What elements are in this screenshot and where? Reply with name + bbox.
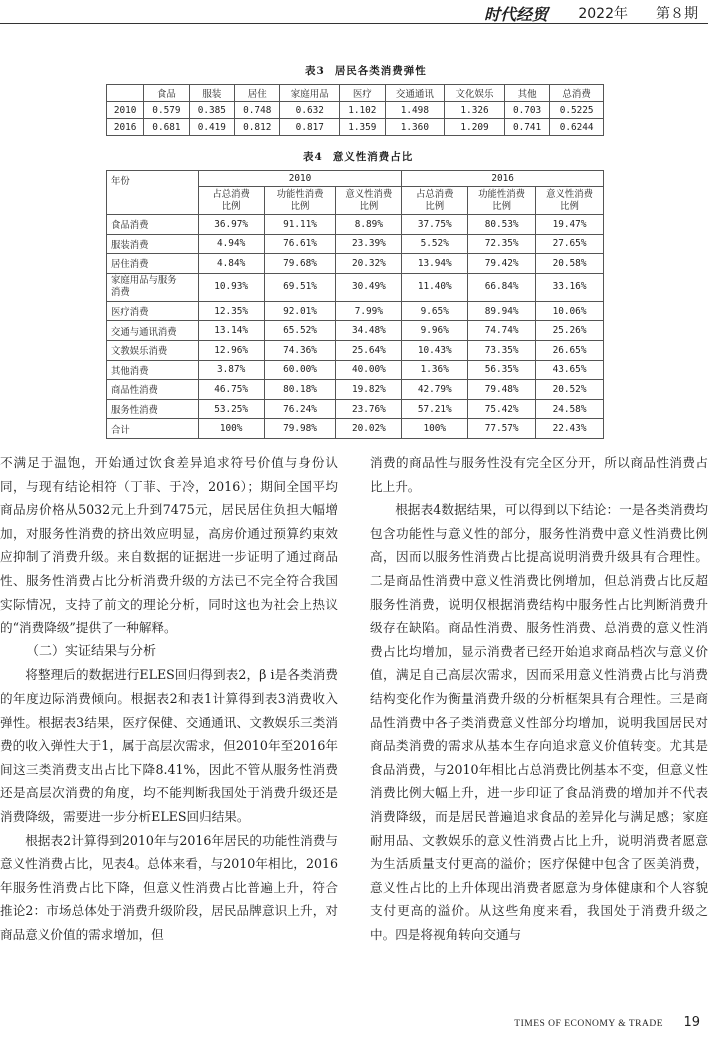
table4-row-label (107, 399, 199, 419)
table4-cell: 19.47% (536, 215, 604, 235)
table4-row-label (107, 380, 199, 400)
table3-cell: 0.632 (280, 102, 340, 119)
table4-cell: 26.65% (536, 340, 604, 360)
table4-row (107, 340, 604, 360)
table3-row-year: 2016 (107, 119, 144, 136)
table4-cell: 46.75% (198, 380, 264, 400)
table4-cell: 22.43% (536, 419, 604, 439)
table3-cell: 0.5225 (550, 102, 604, 119)
table4-cell: 79.68% (264, 254, 336, 274)
table3-header-cell: 服装 (189, 85, 234, 102)
table4-row (107, 215, 604, 235)
table4-cell: 79.48% (468, 380, 536, 400)
table4-row-label-line: 其他消费 (111, 365, 149, 377)
table4-cell: 79.98% (264, 419, 336, 439)
table4-cell: 33.16% (536, 273, 604, 301)
table3-cell: 0.419 (189, 119, 234, 136)
table3-cell: 1.359 (340, 119, 385, 136)
table4-title: 意义性消费占比 (332, 151, 414, 163)
table4-cell: 10.93% (198, 273, 264, 301)
table4-cell: 56.35% (468, 360, 536, 380)
table4-row-label (107, 254, 199, 274)
table4-row (107, 301, 604, 321)
table4-row-label-line: 文教娱乐消费 (111, 346, 168, 358)
table3-number: 表3 (305, 65, 325, 77)
body-paragraph: 根据表4数据结果，可以得到以下结论：一是各类消费均包含功能性与意义性的部分，服务性消费中意义性消费比例高，因而以服务性消费占比提高说明消费升级具有合理性。二是商品性消费中意义性消费比例增加，但总消费占比反超服务性消费，说明仅根据消费结构中服务性占比判断消费升级存在缺陷。商品性消费、服务性消费、总消费的意义性消费占比均增加，显示消费者已经开始追求商品档次与意义价值，满足自己高层次需求，因而采用意义性消费占比与消费结构变化作为衡量消费升级的分析框架具有合理性。三是商品性消费中各子类消费意义性部分均增加，说明我国居民对商品类消费的需求从基本生存向追求意义价值转变。尤其是食品消费，与2010年相比占总消费比例基本不变，但意义性消费比例大幅上升，进一步印证了食品消费的增加并不代表消费降级，而是居民普遍追求食品的差异化与满足感；家庭耐用品、文教娱乐的意义性消费占比上升，说明消费者愿意为生活质量支付更高的溢价；医疗保健中包含了医美消费，意义性占比的上升体现出消费者愿意为身体健康和个人容貌支付更高的溢价。从这些角度来看，我国处于消费升级之中。四是将视角转向交通与 (370, 502, 708, 942)
table3-header-cell (107, 85, 144, 102)
table4-subheader-cell (198, 187, 264, 215)
table3-cell: 1.360 (385, 119, 445, 136)
table4-cell: 9.96% (402, 321, 468, 341)
table4-cell: 42.79% (402, 380, 468, 400)
table4-row-label-line: 消费 (111, 287, 130, 299)
page-footer (0, 1009, 708, 1043)
table4-cell: 73.35% (468, 340, 536, 360)
table3-row-year: 2010 (107, 102, 144, 119)
table4-row-label (107, 360, 199, 380)
table3-header-cell: 居住 (235, 85, 280, 102)
table3-cell: 0.817 (280, 119, 340, 136)
table4-row-label (107, 234, 199, 254)
table4-year-row (107, 171, 604, 187)
table4-subheader-line: 占总消费 (212, 188, 250, 200)
table4-subheader-cell (336, 187, 402, 215)
table4-row (107, 360, 604, 380)
table4-cell: 69.51% (264, 273, 336, 301)
table4-cell: 79.42% (468, 254, 536, 274)
table3-cell: 1.102 (340, 102, 385, 119)
table4-cell: 76.61% (264, 234, 336, 254)
table4-year-2016: 2016 (402, 171, 604, 187)
table4-cell: 100% (402, 419, 468, 439)
table3-header-cell: 家庭用品 (280, 85, 340, 102)
table4-subheader-line: 比例 (359, 200, 379, 212)
table4-cell: 1.36% (402, 360, 468, 380)
table4-cell: 43.65% (536, 360, 604, 380)
table4-row-label-line: 交通与通讯消费 (111, 326, 177, 338)
table4-subheader-line: 比例 (221, 200, 241, 212)
table3-cell: 1.209 (445, 119, 505, 136)
table4-cell: 25.26% (536, 321, 604, 341)
table4-row-label-line: 合计 (111, 424, 130, 436)
table4-row-label (107, 301, 199, 321)
table4-subheader-line: 比例 (290, 200, 310, 212)
table3-cell: 0.741 (504, 119, 549, 136)
table4-cell: 10.43% (402, 340, 468, 360)
table4-cell: 60.00% (264, 360, 336, 380)
table4-cell: 74.74% (468, 321, 536, 341)
table4-row-label (107, 321, 199, 341)
table4-row-label-line: 食品消费 (111, 220, 149, 232)
table4-cell: 92.01% (264, 301, 336, 321)
table4-cell: 57.21% (402, 399, 468, 419)
table4-subheader-line: 功能性消费 (276, 188, 324, 200)
table3-cell: 1.326 (445, 102, 505, 119)
table4-row (107, 380, 604, 400)
table4-cell: 24.58% (536, 399, 604, 419)
table4-cell: 9.65% (402, 301, 468, 321)
table3-header-cell: 其他 (504, 85, 549, 102)
table4-cell: 5.52% (402, 234, 468, 254)
table3-header-cell: 食品 (144, 85, 189, 102)
table4-row-label-line: 服装消费 (111, 239, 149, 251)
table3 (106, 84, 604, 136)
table4-subheader-line: 意义性消费 (345, 188, 393, 200)
table4-cell: 23.76% (336, 399, 402, 419)
table4-row-label-line: 家庭用品与服务 (111, 275, 177, 287)
table4-cell: 30.49% (336, 273, 402, 301)
table3-cell: 0.703 (504, 102, 549, 119)
journal-year: 2022年 (578, 6, 628, 22)
table4-cell: 13.14% (198, 321, 264, 341)
table4-cell: 20.02% (336, 419, 402, 439)
table4-cell: 10.06% (536, 301, 604, 321)
table4-cell: 75.42% (468, 399, 536, 419)
page-number: 19 (683, 1015, 700, 1030)
table4-row (107, 321, 604, 341)
table4-cell: 4.94% (198, 234, 264, 254)
table4-subheader-line: 功能性消费 (478, 188, 526, 200)
table4-cell: 23.39% (336, 234, 402, 254)
table4-subheader-cell (402, 187, 468, 215)
table4-cell: 37.75% (402, 215, 468, 235)
body-paragraph: 不满足于温饱，开始通过饮食差异追求符号价值与身份认同，与现有结论相符（丁菲、于冷，2016）；期间全国平均商品房价格从5032元上升到7475元，居民居住负担大幅增加，对服务性消费的挤出效应明显，高房价通过预算约束效应抑制了消费升级。来自数据的证据进一步证明了通过商品性、服务性消费占比分析消费升级的方法已不完全符合我国实际情况，支持了前文的理论分析，同时这也为社会上热议的“消费降级”提供了一种解释。 (0, 455, 338, 636)
table4-cell: 40.00% (336, 360, 402, 380)
body-paragraph: 将整理后的数据进行ELES回归得到表2，β i是各类消费的年度边际消费倾向。根据表2和表1计算得到表3消费收入弹性。根据表3结果，医疗保健、交通通讯、文教娱乐三类消费的收入弹性大于1，属于高层次需求，但2010年至2016年间这三类消费支出占比下降8.41%，因此不管从服务性消费还是高层次消费的角度，均不能判断我国处于消费升级还是消费降级，需要进一步分析ELES回归结果。 (0, 667, 338, 824)
table4-cell: 100% (198, 419, 264, 439)
table4-row (107, 234, 604, 254)
table4-number: 表4 (303, 151, 323, 163)
table4-row (107, 254, 604, 274)
table4-row-label (107, 419, 199, 439)
table4-cell: 25.64% (336, 340, 402, 360)
table4-cell: 53.25% (198, 399, 264, 419)
journal-issue: 第８期 (656, 6, 698, 22)
table4-cell: 80.53% (468, 215, 536, 235)
body-paragraph: 根据表2计算得到2010年与2016年居民的功能性消费与意义性消费占比，见表4。总体来看，与2010年相比，2016年服务性消费占比下降，但意义性消费占比普遍上升，符合推论2：市场总体处于消费升级阶段，居民品牌意识上升，对商品意义价值的需求增加，但 (0, 832, 338, 942)
table4-row-label-line: 居住消费 (111, 259, 149, 271)
table4-year-label: 年份 (107, 171, 199, 215)
table4-cell: 34.48% (336, 321, 402, 341)
table4-subheader-line: 比例 (492, 200, 511, 212)
table4-cell: 20.52% (536, 380, 604, 400)
table4-cell: 66.84% (468, 273, 536, 301)
table4-cell: 3.87% (198, 360, 264, 380)
table4-cell: 20.58% (536, 254, 604, 274)
table4-cell: 12.35% (198, 301, 264, 321)
journal-name: 时代经贸 (483, 5, 548, 24)
table3-cell: 0.748 (235, 102, 280, 119)
table3-header-row (107, 85, 604, 102)
table3-title: 居民各类消费弹性 (334, 65, 427, 77)
table4-subheader-line: 比例 (425, 200, 445, 212)
table4-row-label (107, 340, 199, 360)
table3-cell: 0.681 (144, 119, 189, 136)
table4-row-label-line: 服务性消费 (111, 405, 158, 417)
body-column-left (0, 451, 338, 946)
table4-row-label (107, 273, 199, 301)
table4-subheader-line: 意义性消费 (546, 188, 593, 200)
table4-cell: 8.89% (336, 215, 402, 235)
body-column-right (370, 451, 708, 946)
table3-row (107, 102, 604, 119)
table4-subheader-line: 比例 (560, 200, 579, 212)
table4-row (107, 419, 604, 439)
table4-cell: 12.96% (198, 340, 264, 360)
table4-cell: 76.24% (264, 399, 336, 419)
table4-cell: 4.84% (198, 254, 264, 274)
table4-subheader-cell (468, 187, 536, 215)
table3-row (107, 119, 604, 136)
table4-subheader-cell (536, 187, 604, 215)
table4-cell: 19.82% (336, 380, 402, 400)
table4-cell: 80.18% (264, 380, 336, 400)
table4-cell: 77.57% (468, 419, 536, 439)
table4-subheader-cell (264, 187, 336, 215)
table3-cell: 0.812 (235, 119, 280, 136)
body-paragraph: 消费的商品性与服务性没有完全区分开，所以商品性消费占比上升。 (370, 455, 708, 494)
table4-caption (303, 149, 413, 164)
table3-header-cell: 总消费 (550, 85, 604, 102)
table4-cell: 89.94% (468, 301, 536, 321)
table4-subheader-line: 占总消费 (415, 188, 454, 200)
table4-cell: 36.97% (198, 215, 264, 235)
table4-cell: 7.99% (336, 301, 402, 321)
table4-row-label-line: 商品性消费 (111, 385, 158, 397)
table4-cell: 13.94% (402, 254, 468, 274)
table4-year-2010: 2010 (198, 171, 402, 187)
table4-row (107, 273, 604, 301)
table4-row-label-line: 医疗消费 (111, 307, 149, 319)
table4-row (107, 399, 604, 419)
table3-cell: 0.579 (144, 102, 189, 119)
table3-header-cell: 交通通讯 (385, 85, 445, 102)
section-heading: （二）实证结果与分析 (26, 643, 157, 659)
page-header (0, 0, 708, 24)
table4-row-label (107, 215, 199, 235)
table4-cell: 74.36% (264, 340, 336, 360)
table4-cell: 27.65% (536, 234, 604, 254)
table3-cell: 1.498 (385, 102, 445, 119)
table4-cell: 11.40% (402, 273, 468, 301)
table3-header-cell: 文化娱乐 (445, 85, 505, 102)
table4-cell: 72.35% (468, 234, 536, 254)
journal-name-en: TIMES OF ECONOMY & TRADE (514, 1019, 663, 1029)
table4-cell: 65.52% (264, 321, 336, 341)
table3-cell: 0.385 (189, 102, 234, 119)
table4 (106, 170, 604, 439)
table4-cell: 91.11% (264, 215, 336, 235)
table3-header-cell: 医疗 (340, 85, 385, 102)
table4-cell: 20.32% (336, 254, 402, 274)
table3-cell: 0.6244 (550, 119, 604, 136)
table3-caption (305, 63, 427, 78)
